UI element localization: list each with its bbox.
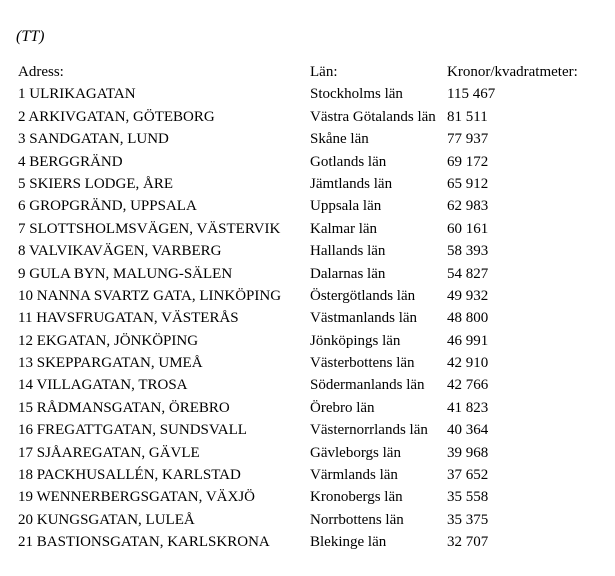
table-row xyxy=(16,445,611,467)
row-county: Västra Götalands län xyxy=(310,108,436,125)
table-row xyxy=(16,86,611,108)
row-price: 42 910 xyxy=(447,355,489,372)
row-county: Uppsala län xyxy=(310,198,382,215)
row-price: 60 161 xyxy=(447,220,489,237)
row-price: 37 652 xyxy=(447,467,489,484)
row-county: Kronobergs län xyxy=(310,489,403,506)
table-row xyxy=(16,355,611,377)
row-price: 54 827 xyxy=(447,265,489,282)
table-row xyxy=(16,131,611,153)
row-price: 62 983 xyxy=(447,198,489,215)
source-credit: (TT) xyxy=(16,28,45,45)
table-row xyxy=(16,512,611,534)
row-address: 4 BERGGRÄND xyxy=(18,153,123,170)
row-price: 48 800 xyxy=(447,310,489,327)
table-row xyxy=(16,266,611,288)
table-row xyxy=(16,109,611,131)
table-row xyxy=(16,243,611,265)
row-county: Jönköpings län xyxy=(310,332,401,349)
row-address: 19 WENNERBERGSGATAN, VÄXJÖ xyxy=(18,489,256,506)
row-address: 8 VALVIKAVÄGEN, VARBERG xyxy=(18,243,222,260)
row-price: 77 937 xyxy=(447,131,489,148)
row-price: 65 912 xyxy=(447,175,489,192)
table-row xyxy=(16,154,611,176)
row-county: Stockholms län xyxy=(310,86,403,103)
row-county: Värmlands län xyxy=(310,467,398,484)
header-address: Adress: xyxy=(18,64,64,80)
row-county: Blekinge län xyxy=(310,534,387,551)
row-county: Skåne län xyxy=(310,131,369,148)
table-row xyxy=(16,198,611,220)
row-price: 41 823 xyxy=(447,399,489,416)
row-address: 1 ULRIKAGATAN xyxy=(18,86,136,103)
row-county: Västerbottens län xyxy=(310,355,415,372)
row-address: 10 NANNA SVARTZ GATA, LINKÖPING xyxy=(18,287,282,304)
price-table xyxy=(16,64,611,557)
row-address: 2 ARKIVGATAN, GÖTEBORG xyxy=(18,108,215,125)
row-address: 14 VILLAGATAN, TROSA xyxy=(18,377,188,394)
table-row xyxy=(16,310,611,332)
row-address: 7 SLOTTSHOLMSVÄGEN, VÄSTERVIK xyxy=(18,220,281,237)
table-row xyxy=(16,221,611,243)
row-county: Kalmar län xyxy=(310,220,378,237)
table-row xyxy=(16,333,611,355)
table-row xyxy=(16,377,611,399)
table-row xyxy=(16,400,611,422)
row-price: 115 467 xyxy=(447,86,496,103)
row-county: Dalarnas län xyxy=(310,265,386,282)
row-price: 35 375 xyxy=(447,511,489,528)
row-price: 46 991 xyxy=(447,332,489,349)
row-address: 3 SANDGATAN, LUND xyxy=(18,131,169,148)
row-address: 15 RÅDMANSGATAN, ÖREBRO xyxy=(18,399,230,416)
row-county: Gävleborgs län xyxy=(310,444,401,461)
row-price: 49 932 xyxy=(447,287,489,304)
row-price: 39 968 xyxy=(447,444,489,461)
header-county: Län: xyxy=(310,64,338,80)
row-address: 5 SKIERS LODGE, ÅRE xyxy=(18,175,174,192)
row-county: Västernorrlands län xyxy=(310,422,428,439)
row-address: 11 HAVSFRUGATAN, VÄSTERÅS xyxy=(18,310,239,327)
header-price: Kronor/kvadratmeter: xyxy=(447,64,578,80)
table-row xyxy=(16,288,611,310)
table-row xyxy=(16,176,611,198)
row-county: Hallands län xyxy=(310,243,386,260)
table-row xyxy=(16,489,611,511)
row-price: 42 766 xyxy=(447,377,489,394)
row-address: 6 GROPGRÄND, UPPSALA xyxy=(18,198,197,215)
row-price: 40 364 xyxy=(447,422,489,439)
row-county: Östergötlands län xyxy=(310,287,416,304)
row-price: 81 511 xyxy=(447,108,488,125)
row-price: 69 172 xyxy=(447,153,489,170)
table-header-row xyxy=(16,64,611,86)
row-address: 20 KUNGSGATAN, LULEÅ xyxy=(18,511,195,528)
row-address: 12 EKGATAN, JÖNKÖPING xyxy=(18,332,199,349)
row-county: Västmanlands län xyxy=(310,310,418,327)
row-address: 13 SKEPPARGATAN, UMEÅ xyxy=(18,355,203,372)
row-address: 9 GULA BYN, MALUNG-SÄLEN xyxy=(18,265,233,282)
row-price: 32 707 xyxy=(447,534,489,551)
row-address: 16 FREGATTGATAN, SUNDSVALL xyxy=(18,422,247,439)
table-row xyxy=(16,534,611,556)
table-row xyxy=(16,467,611,489)
table-body xyxy=(16,86,611,556)
row-price: 35 558 xyxy=(447,489,489,506)
row-price: 58 393 xyxy=(447,243,489,260)
row-address: 21 BASTIONSGATAN, KARLSKRONA xyxy=(18,534,270,551)
row-address: 17 SJÅAREGATAN, GÄVLE xyxy=(18,444,200,461)
row-county: Södermanlands län xyxy=(310,377,425,394)
table-row xyxy=(16,422,611,444)
row-county: Örebro län xyxy=(310,399,375,416)
row-county: Norrbottens län xyxy=(310,511,404,528)
row-county: Jämtlands län xyxy=(310,175,393,192)
row-county: Gotlands län xyxy=(310,153,387,170)
row-address: 18 PACKHUSALLÉN, KARLSTAD xyxy=(18,467,241,484)
